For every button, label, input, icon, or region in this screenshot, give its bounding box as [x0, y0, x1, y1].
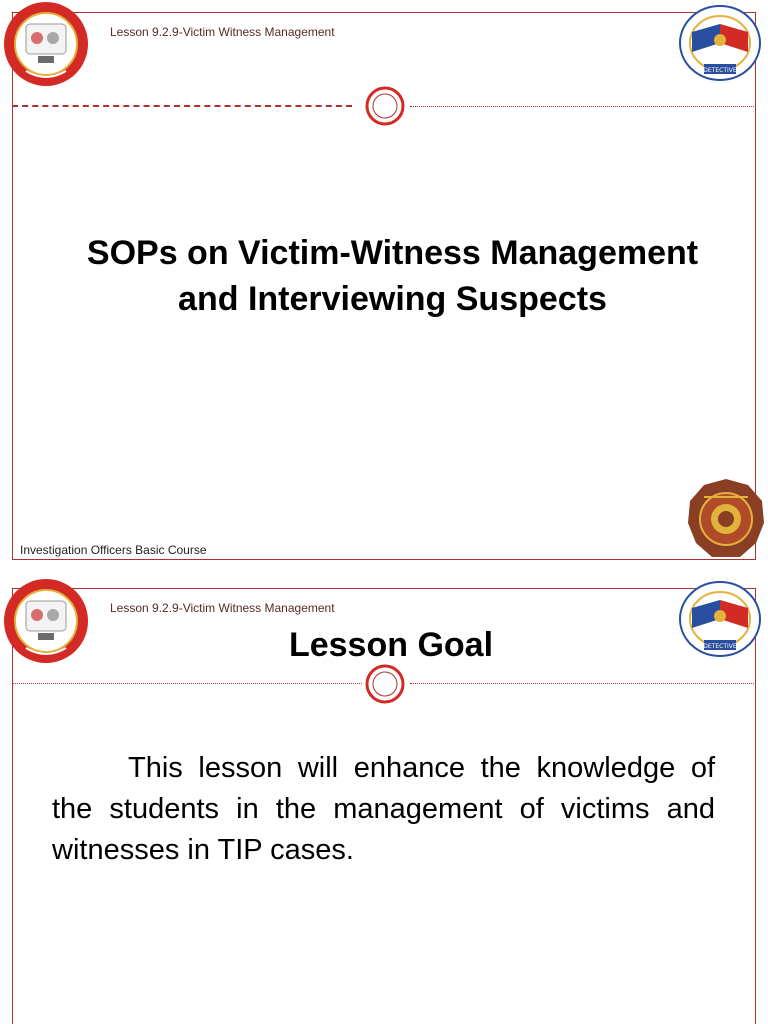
lesson-goal-text: This lesson will enhance the knowledge of the students in the management of victims and witnesses in TIP cases. — [52, 752, 715, 866]
detective-school-logo — [678, 4, 762, 82]
lesson-goal-slide — [0, 576, 768, 1024]
ring-ornament — [364, 663, 406, 705]
lesson-header: Lesson 9.2.9-Victim Witness Management — [110, 601, 335, 615]
lesson-header: Lesson 9.2.9-Victim Witness Management — [110, 25, 335, 39]
divider-right — [410, 106, 756, 107]
divider-right — [410, 683, 756, 684]
divider-left — [12, 683, 362, 684]
top-border — [12, 12, 756, 13]
course-footer: Investigation Officers Basic Course — [20, 543, 207, 557]
svg-text:DETECTIVE: DETECTIVE — [703, 67, 737, 74]
svg-text:DETECTIVE: DETECTIVE — [703, 643, 737, 650]
slide-title: Lesson Goal — [288, 626, 494, 664]
slide-title: SOPs on Victim-Witness Management and Interviewing Suspects — [86, 234, 699, 318]
divider-left — [12, 105, 352, 107]
ring-ornament — [364, 85, 406, 127]
school-seal-logo — [2, 1, 90, 87]
top-border — [12, 588, 756, 589]
pnp-badge-logo — [686, 477, 766, 560]
